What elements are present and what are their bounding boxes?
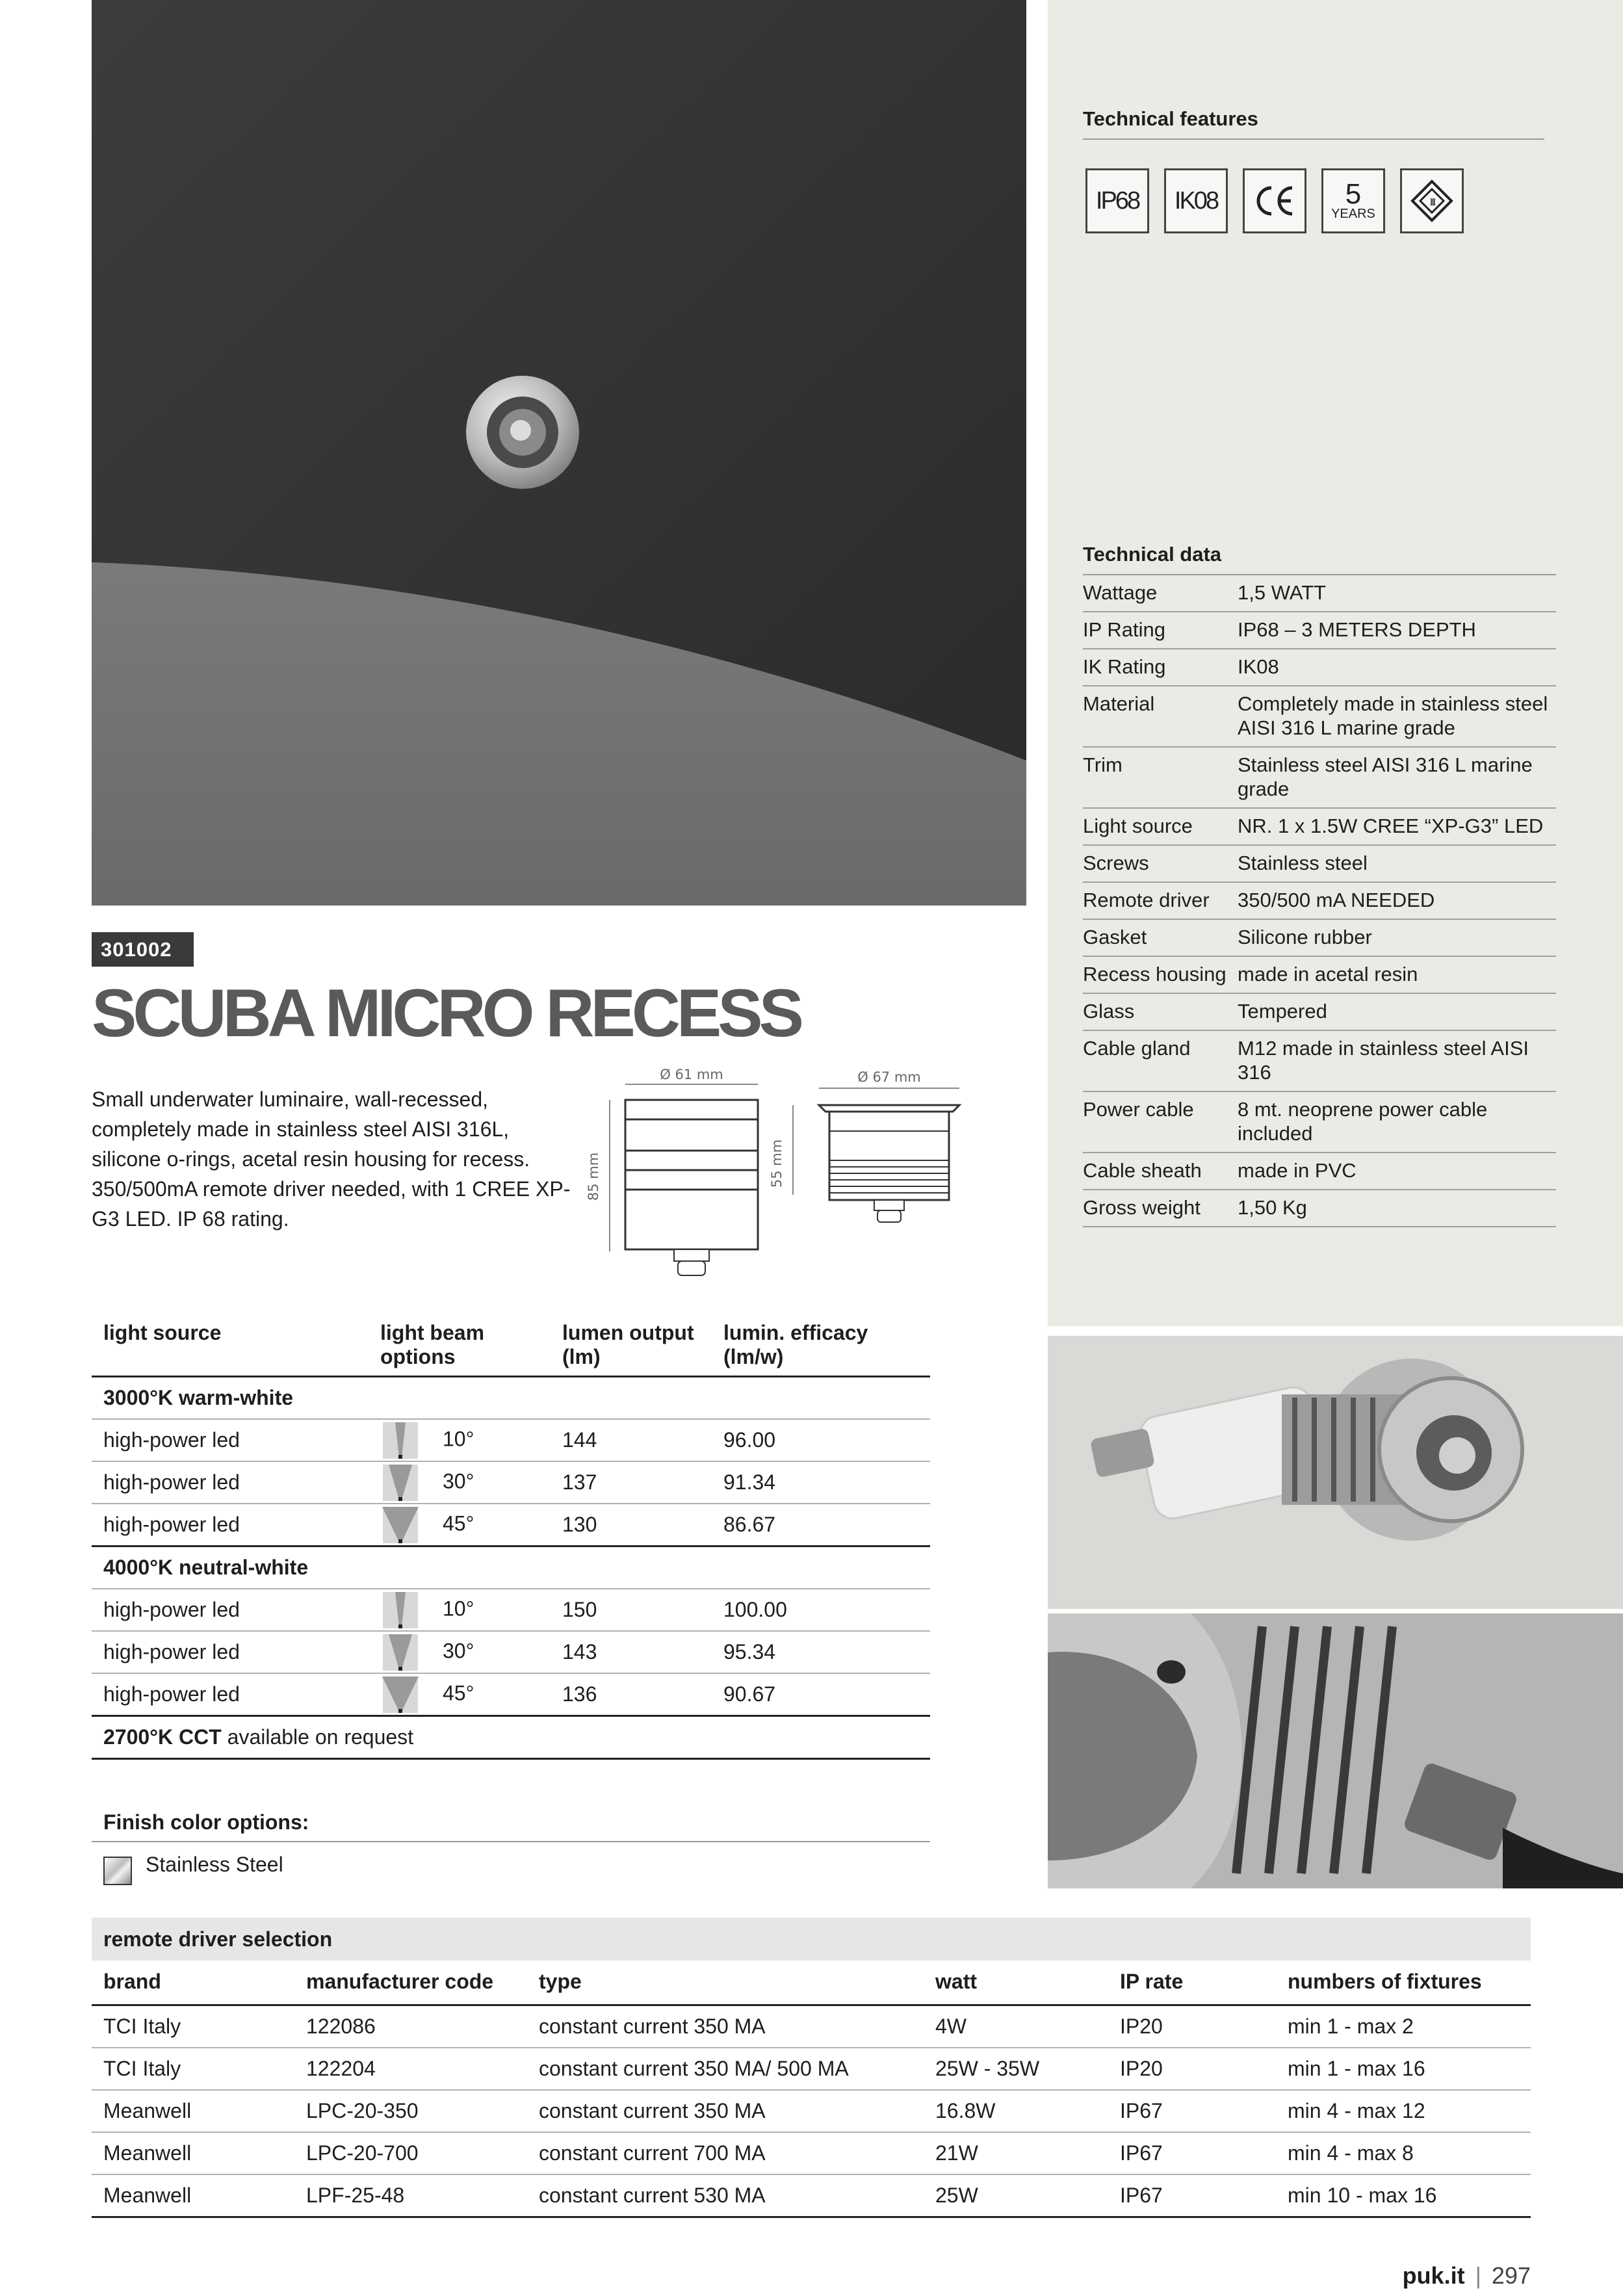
col-light-beam: light beam options — [369, 1312, 551, 1377]
light-beam-cell — [369, 1631, 551, 1673]
lumen-cell: 137 — [551, 1461, 712, 1504]
driver-ip-rate: IP20 — [1108, 2005, 1276, 2048]
tech-data-row — [1083, 919, 1556, 956]
tech-data-key: Screws — [1083, 845, 1238, 882]
driver-code: 122204 — [294, 2048, 527, 2090]
tech-data-key: Gross weight — [1083, 1190, 1238, 1227]
beam-angle: 45° — [443, 1511, 474, 1535]
efficacy-cell: 100.00 — [712, 1589, 930, 1631]
col-light-source: light source — [92, 1312, 369, 1377]
light-beam-icon — [380, 1592, 421, 1628]
tech-data-key: Power cable — [1083, 1091, 1238, 1153]
cct-note-bold: 2700°K CCT — [103, 1725, 222, 1749]
light-source-cell: high-power led — [92, 1504, 369, 1546]
tech-data-key: Remote driver — [1083, 882, 1238, 919]
ce-mark-glyph — [1252, 183, 1297, 219]
tech-data-key: IK Rating — [1083, 649, 1238, 686]
tech-data-value: 350/500 mA NEEDED — [1238, 882, 1556, 919]
light-height-label: 55 mm — [769, 1139, 785, 1188]
efficacy-cell: 96.00 — [712, 1419, 930, 1461]
svg-text:III: III — [1429, 197, 1435, 208]
efficacy-cell: 91.34 — [712, 1461, 930, 1504]
tech-data-value: 1,50 Kg — [1238, 1190, 1556, 1227]
footer-separator: | — [1475, 2262, 1481, 2289]
tech-data-row — [1083, 747, 1556, 808]
tech-data-row — [1083, 808, 1556, 845]
remote-driver-row — [92, 2005, 1531, 2048]
light-beam-cell — [369, 1673, 551, 1716]
lumen-cell: 150 — [551, 1589, 712, 1631]
remote-driver-header — [92, 1961, 1531, 2005]
class-iii-glyph — [1409, 178, 1455, 224]
driver-watt: 25W — [924, 2174, 1108, 2217]
light-source-row — [92, 1504, 930, 1546]
driver-code: 122086 — [294, 2005, 527, 2048]
driver-ip-rate: IP20 — [1108, 2048, 1276, 2090]
lumen-cell: 136 — [551, 1673, 712, 1716]
driver-fixtures: min 1 - max 16 — [1276, 2048, 1531, 2090]
driver-fixtures: min 1 - max 2 — [1276, 2005, 1531, 2048]
tech-data-key: Glass — [1083, 993, 1238, 1030]
technical-data-title: Technical data — [1083, 543, 1556, 575]
lumen-cell: 144 — [551, 1419, 712, 1461]
driver-brand: Meanwell — [92, 2132, 294, 2174]
col-brand: brand — [92, 1961, 294, 2005]
class-iii-icon — [1400, 168, 1464, 233]
tech-data-value: 8 mt. neoprene power cable included — [1238, 1091, 1556, 1153]
light-table-header — [92, 1312, 930, 1377]
tech-data-value: Completely made in stainless steel AISI 316 L marine grade — [1238, 686, 1556, 747]
tech-data-row — [1083, 575, 1556, 612]
driver-fixtures: min 4 - max 12 — [1276, 2090, 1531, 2132]
product-title: SCUBA MICRO RECESS — [92, 976, 801, 1051]
driver-type: constant current 530 MA — [527, 2174, 924, 2217]
light-source-row — [92, 1673, 930, 1716]
col-ip-rate: IP rate — [1108, 1961, 1276, 2005]
remote-driver-row — [92, 2174, 1531, 2217]
light-beam-cell — [369, 1589, 551, 1631]
col-fixtures: numbers of fixtures — [1276, 1961, 1531, 2005]
product-code-badge: 301002 — [92, 932, 194, 967]
light-beam-icon — [380, 1507, 421, 1543]
tech-data-key: Cable gland — [1083, 1030, 1238, 1091]
col-watt: watt — [924, 1961, 1108, 2005]
col-type: type — [527, 1961, 924, 2005]
housing-height-label: 85 mm — [586, 1152, 601, 1201]
driver-watt: 25W - 35W — [924, 2048, 1108, 2090]
driver-brand: TCI Italy — [92, 2048, 294, 2090]
finish-options-title: Finish color options: — [92, 1810, 930, 1842]
warranty-icon: 5 YEARS — [1321, 168, 1385, 233]
tech-data-value: 1,5 WATT — [1238, 575, 1556, 612]
tech-data-row — [1083, 956, 1556, 993]
light-source-cell: high-power led — [92, 1419, 369, 1461]
light-group-row — [92, 1546, 930, 1589]
beam-angle: 30° — [443, 1468, 474, 1493]
light-group-name: 4000°K neutral-white — [92, 1546, 930, 1589]
light-group-name: 3000°K warm-white — [92, 1377, 930, 1420]
light-beam-icon — [380, 1676, 421, 1713]
tech-data-row — [1083, 1153, 1556, 1190]
tech-data-row — [1083, 686, 1556, 747]
tech-data-key: Cable sheath — [1083, 1153, 1238, 1190]
technical-features-title: Technical features — [1083, 107, 1544, 140]
light-source-row — [92, 1419, 930, 1461]
remote-driver-row — [92, 2048, 1531, 2090]
tech-data-row — [1083, 993, 1556, 1030]
hero-photo — [92, 0, 1026, 906]
driver-type: constant current 350 MA — [527, 2005, 924, 2048]
remote-driver-row — [92, 2132, 1531, 2174]
remote-driver-title: remote driver selection — [92, 1918, 1531, 1961]
beam-angle: 30° — [443, 1638, 474, 1662]
driver-type: constant current 350 MA — [527, 2090, 924, 2132]
ip68-icon: IP68 — [1085, 168, 1149, 233]
col-lumen-output: lumen output (lm) — [551, 1312, 712, 1377]
driver-brand: Meanwell — [92, 2090, 294, 2132]
tech-data-row — [1083, 845, 1556, 882]
cct-note-text: available on request — [221, 1725, 414, 1749]
light-beam-cell — [369, 1504, 551, 1546]
tech-data-value: made in PVC — [1238, 1153, 1556, 1190]
tech-data-value: NR. 1 x 1.5W CREE “XP-G3” LED — [1238, 808, 1556, 845]
driver-ip-rate: IP67 — [1108, 2132, 1276, 2174]
driver-watt: 16.8W — [924, 2090, 1108, 2132]
light-source-row — [92, 1631, 930, 1673]
col-manufacturer-code: manufacturer code — [294, 1961, 527, 2005]
tech-data-row — [1083, 612, 1556, 649]
tech-data-key: Trim — [1083, 747, 1238, 808]
efficacy-cell: 86.67 — [712, 1504, 930, 1546]
tech-data-row — [1083, 882, 1556, 919]
light-source-cell: high-power led — [92, 1631, 369, 1673]
tech-data-value: M12 made in stainless steel AISI 316 — [1238, 1030, 1556, 1091]
light-source-cell: high-power led — [92, 1673, 369, 1716]
tech-data-key: Gasket — [1083, 919, 1238, 956]
footer-site: puk.it — [1402, 2262, 1465, 2289]
tech-data-value: Silicone rubber — [1238, 919, 1556, 956]
tech-data-value: made in acetal resin — [1238, 956, 1556, 993]
light-source-cell: high-power led — [92, 1589, 369, 1631]
tech-data-value: Stainless steel AISI 316 L marine grade — [1238, 747, 1556, 808]
beam-angle: 45° — [443, 1680, 474, 1704]
light-beam-cell — [369, 1461, 551, 1504]
driver-brand: TCI Italy — [92, 2005, 294, 2048]
driver-ip-rate: IP67 — [1108, 2090, 1276, 2132]
product-description: Small underwater luminaire, wall-recessed, completely made in stainless steel AISI 316L, silicone o-rings, acetal resin housing for recess. 350/500mA remote driver needed, with 1 CREE XP-G3 LED. IP 68 rating. — [92, 1088, 571, 1231]
light-source-table — [92, 1312, 930, 1760]
body-diameter-label: Ø 61 mm — [660, 1067, 723, 1082]
efficacy-cell: 90.67 — [712, 1673, 930, 1716]
driver-fixtures: min 10 - max 16 — [1276, 2174, 1531, 2217]
driver-code: LPC-20-350 — [294, 2090, 527, 2132]
ik08-icon: IK08 — [1164, 168, 1228, 233]
driver-watt: 4W — [924, 2005, 1108, 2048]
page-footer — [1403, 2262, 1531, 2289]
tech-data-value: IP68 – 3 METERS DEPTH — [1238, 612, 1556, 649]
driver-brand: Meanwell — [92, 2174, 294, 2217]
light-source-row — [92, 1461, 930, 1504]
tech-data-value: IK08 — [1238, 649, 1556, 686]
light-source-cell: high-power led — [92, 1461, 369, 1504]
driver-code: LPC-20-700 — [294, 2132, 527, 2174]
lumen-cell: 143 — [551, 1631, 712, 1673]
product-photo-exploded — [1048, 1336, 1623, 1609]
beam-angle: 10° — [443, 1596, 474, 1620]
ce-mark-icon — [1243, 168, 1306, 233]
light-beam-icon — [380, 1465, 421, 1501]
dimension-drawing — [572, 1066, 975, 1284]
tech-data-row — [1083, 1030, 1556, 1091]
tech-data-key: Light source — [1083, 808, 1238, 845]
technical-data-table — [1083, 575, 1556, 1227]
cct-note — [92, 1716, 930, 1759]
tech-data-value: Stainless steel — [1238, 845, 1556, 882]
tech-data-key: Recess housing — [1083, 956, 1238, 993]
tech-data-key: Wattage — [1083, 575, 1238, 612]
finish-option-label: Stainless Steel — [146, 1853, 283, 1876]
driver-fixtures: min 4 - max 8 — [1276, 2132, 1531, 2174]
beam-angle: 10° — [443, 1426, 474, 1450]
light-group-row — [92, 1377, 930, 1420]
tech-data-key: IP Rating — [1083, 612, 1238, 649]
remote-driver-table — [92, 1961, 1531, 2218]
tech-data-row — [1083, 1091, 1556, 1153]
col-efficacy: lumin. efficacy (lm/w) — [712, 1312, 930, 1377]
tech-data-row — [1083, 649, 1556, 686]
flange-diameter-label: Ø 67 mm — [857, 1069, 921, 1085]
light-beam-icon — [380, 1634, 421, 1671]
driver-ip-rate: IP67 — [1108, 2174, 1276, 2217]
driver-watt: 21W — [924, 2132, 1108, 2174]
tech-data-key: Material — [1083, 686, 1238, 747]
driver-code: LPF-25-48 — [294, 2174, 527, 2217]
tech-data-row — [1083, 1190, 1556, 1227]
light-beam-icon — [380, 1422, 421, 1459]
driver-type: constant current 350 MA/ 500 MA — [527, 2048, 924, 2090]
efficacy-cell: 95.34 — [712, 1631, 930, 1673]
stainless-steel-swatch — [103, 1857, 132, 1885]
product-photo-detail — [1048, 1613, 1623, 1888]
lumen-cell: 130 — [551, 1504, 712, 1546]
cct-note-row — [92, 1716, 930, 1759]
light-source-row — [92, 1589, 930, 1631]
light-beam-cell — [369, 1419, 551, 1461]
tech-data-value: Tempered — [1238, 993, 1556, 1030]
remote-driver-row — [92, 2090, 1531, 2132]
page-number: 297 — [1491, 2262, 1531, 2289]
driver-type: constant current 700 MA — [527, 2132, 924, 2174]
